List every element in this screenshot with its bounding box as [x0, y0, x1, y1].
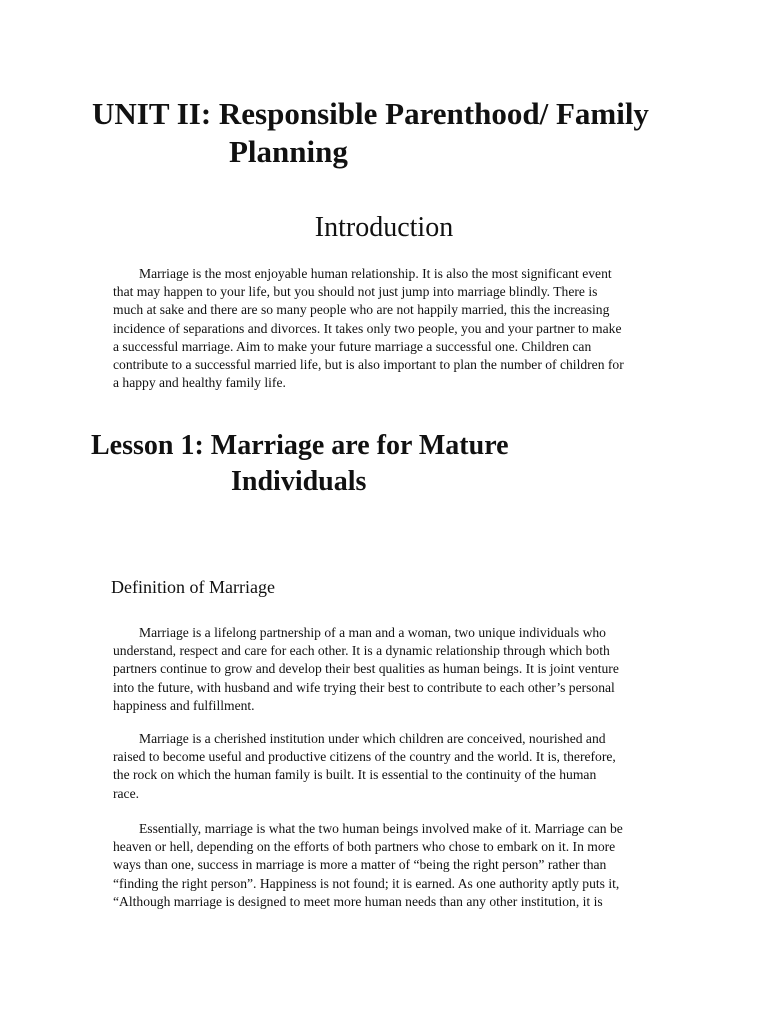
paragraph-line: race. [113, 785, 140, 801]
introduction-paragraph [113, 265, 683, 392]
unit-title-line-1: UNIT II: Responsible Parenthood/ Family [92, 96, 649, 131]
paragraph-line: Marriage is the most enjoyable human relationship. It is also the most significant event [139, 266, 612, 281]
lesson-title [91, 428, 711, 500]
definition-subheading: Definition of Marriage [111, 577, 275, 597]
paragraph-line: a happy and healthy family life. [113, 375, 286, 391]
paragraph-line: ways than one, success in marriage is more a matter of “being the right person” rather than [113, 857, 607, 873]
introduction-heading: Introduction [314, 212, 454, 243]
unit-title [92, 95, 732, 171]
definition-paragraph-2 [113, 730, 683, 803]
paragraph-line: understand, respect and care for each other. It is a dynamic relationship through which both [113, 643, 610, 659]
paragraph-line: Marriage is a lifelong partnership of a man and a woman, two unique individuals who [139, 625, 606, 640]
paragraph-line: partners continue to grow and develop their best qualities as human beings. It is joint venture [113, 661, 619, 677]
paragraph-line: “finding the right person”. Happiness is not found; it is earned. As one authority aptly puts it, [113, 875, 620, 891]
paragraph-line: incidence of separations and divorces. It takes only two people, you and your partner to make [113, 320, 622, 336]
paragraph-line: heaven or hell, depending on the efforts of both partners who chose to embark on it. In more [113, 839, 616, 855]
lesson-title-line-2: Individuals [231, 466, 367, 497]
paragraph-line: “Although marriage is designed to meet more human needs than any other institution, it is [113, 893, 603, 909]
paragraph-line: into the future, with husband and wife trying their best to contribute to each other’s personal [113, 679, 615, 695]
paragraph-line: Essentially, marriage is what the two human beings involved make of it. Marriage can be [139, 821, 623, 836]
paragraph-line: happiness and fulfillment. [113, 697, 255, 713]
paragraph-line: much at sake and there are so many people who are not happily married, this the increasing [113, 302, 610, 318]
paragraph-line: the rock on which the human family is built. It is essential to the continuity of the human [113, 767, 597, 783]
unit-title-line-2: Planning [229, 134, 348, 169]
paragraph-line: Marriage is a cherished institution under which children are conceived, nourished and [139, 731, 606, 746]
paragraph-line: contribute to a successful married life, but is also important to plan the number of children for [113, 357, 624, 373]
lesson-title-line-1: Lesson 1: Marriage are for Mature [91, 430, 509, 461]
paragraph-line: raised to become useful and productive citizens of the country and the world. It is, therefore, [113, 749, 616, 765]
definition-paragraph-1 [113, 624, 683, 715]
paragraph-line: a successful marriage. Aim to make your future marriage a successful one. Children can [113, 338, 592, 354]
paragraph-line: that may happen to your life, but you should not just jump into marriage blindly. There is [113, 284, 598, 300]
definition-paragraph-3 [113, 820, 683, 911]
